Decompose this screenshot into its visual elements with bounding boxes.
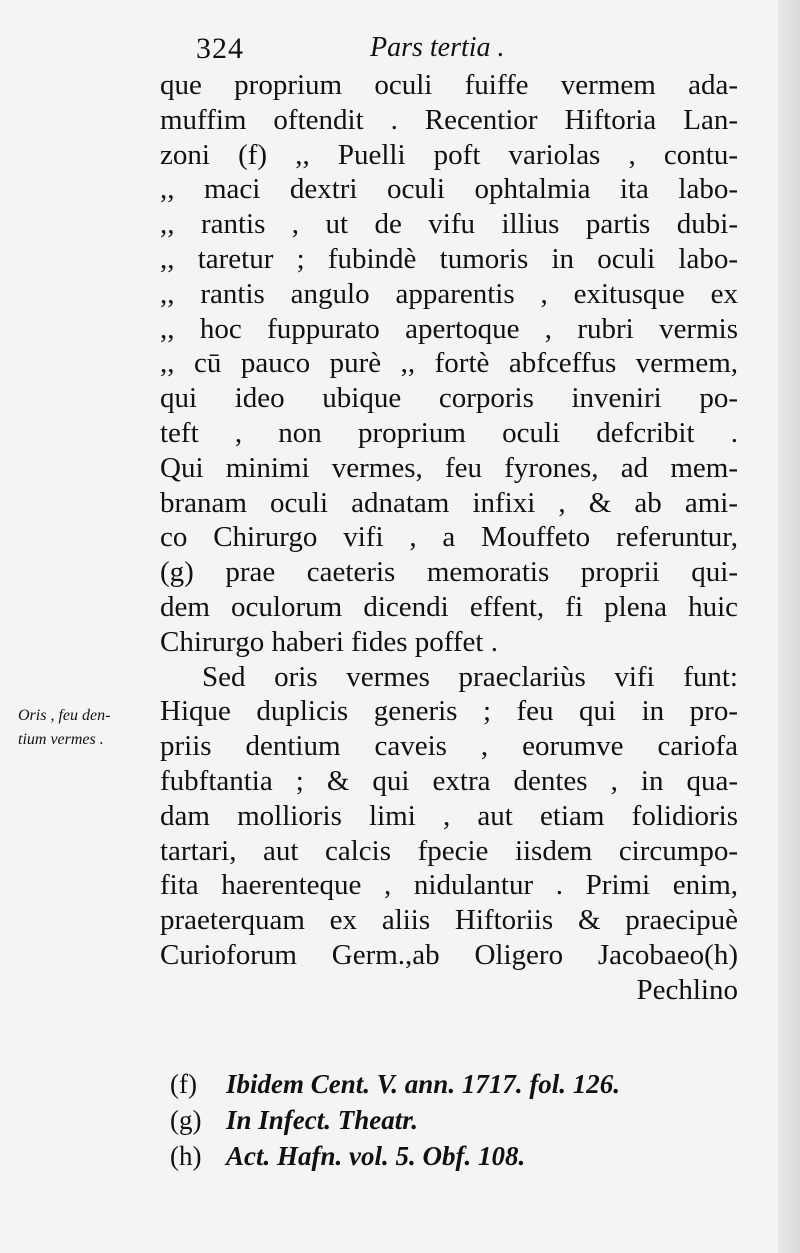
margin-note-line: Oris , feu den-: [18, 707, 111, 724]
text-line: fubftantia ; & qui extra dentes , in qua-: [160, 764, 738, 797]
margin-note-line: tium vermes .: [18, 731, 104, 748]
catchword: Pechlino: [636, 973, 738, 1006]
main-text-block: [160, 68, 738, 1008]
running-head: Pars tertia .: [370, 32, 505, 63]
footnote-h: [170, 1138, 730, 1174]
text-line: dam mollioris limi , aut etiam folidioris: [160, 799, 738, 832]
text-line: muffim oftendit . Recentior Hiftoria Lan-: [160, 103, 738, 136]
page-edge-shadow: [778, 0, 800, 1253]
text-line: tartari, aut calcis fpecie iisdem circumpo-: [160, 834, 738, 867]
text-line: ,, cū pauco purè ,, fortè abfceffus vermem,: [160, 347, 738, 380]
text-line: Curioforum Germ.,ab Oligero Jacobaeo(h): [160, 938, 738, 971]
text-line: ,, rantis , ut de vifu illius partis dubi-: [160, 208, 738, 241]
text-line: Chirurgo haberi fides poffet .: [160, 625, 498, 658]
text-line: que proprium oculi fuiffe vermem ada-: [160, 69, 738, 101]
text-line: qui ideo ubique corporis inveniri po-: [160, 382, 738, 415]
page-number: 324: [196, 32, 244, 65]
footnote-f: [170, 1066, 730, 1102]
text-line: ,, hoc fuppurato apertoque , rubri vermis: [160, 312, 738, 345]
text-line: ,, rantis angulo apparentis , exitusque ex: [160, 277, 738, 310]
text-line: ,, taretur ; fubindè tumoris in oculi labo-: [160, 242, 738, 275]
text-line: dem oculorum dicendi effent, fi plena huic: [160, 590, 738, 623]
footnote-mark: (f): [170, 1069, 197, 1099]
text-line: fita haerenteque , nidulantur . Primi enim,: [160, 869, 738, 902]
margin-note: [18, 704, 158, 752]
footnote-text: In Infect. Theatr.: [226, 1105, 419, 1135]
footnote-g: [170, 1102, 730, 1138]
page-header: [0, 28, 800, 72]
text-line: priis dentium caveis , eorumve cariofa: [160, 730, 738, 763]
footnotes: [170, 1066, 730, 1174]
text-line: (g) prae caeteris memoratis proprii qui-: [160, 556, 738, 589]
text-line: zoni (f) ,, Puelli poft variolas , contu-: [160, 138, 738, 171]
footnote-text: Act. Hafn. vol. 5. Obf. 108.: [226, 1141, 526, 1171]
text-line: teft , non proprium oculi defcribit .: [160, 416, 738, 449]
text-line: Hique duplicis generis ; feu qui in pro-: [160, 695, 738, 728]
footnote-mark: (g): [170, 1105, 202, 1135]
text-line: Qui minimi vermes, feu fyrones, ad mem-: [160, 451, 738, 484]
footnote-mark: (h): [170, 1141, 202, 1171]
text-line: ,, maci dextri oculi ophtalmia ita labo-: [160, 173, 738, 206]
text-line: praeterquam ex aliis Hiftoriis & praecipuè: [160, 904, 738, 937]
footnote-text: Ibidem Cent. V. ann. 1717. fol. 126.: [226, 1069, 621, 1099]
text-line: Sed oris vermes praeclariùs vifi funt:: [202, 660, 738, 693]
text-line: co Chirurgo vifi , a Mouffeto referuntur,: [160, 521, 738, 554]
text-line: branam oculi adnatam infixi , & ab ami-: [160, 486, 738, 519]
